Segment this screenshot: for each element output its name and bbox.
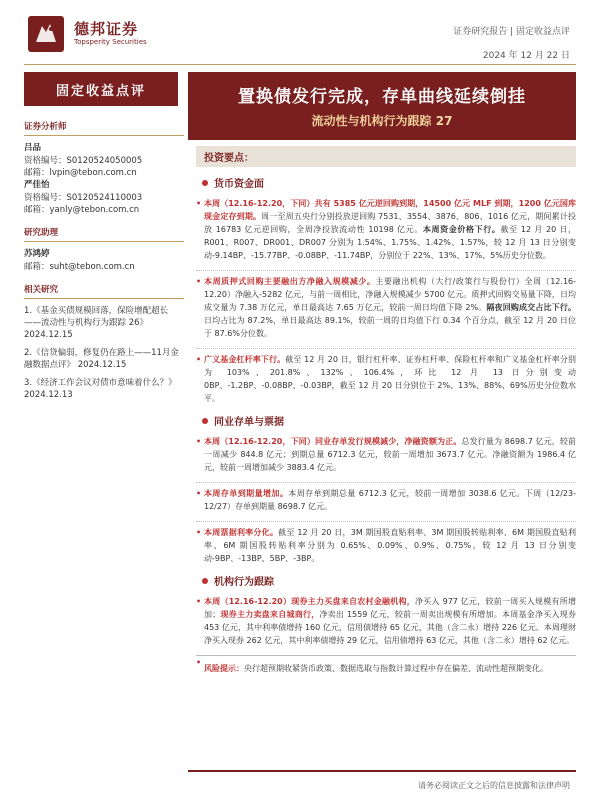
paragraph: • 本周存单到期量增加。本周存单到期总量 6712.3 亿元，较前一周增加 3038.6 亿元。下周（12/23-12/27）存单到期量 8698.7 亿元。 xyxy=(196,489,576,511)
related-heading: 相关研究 xyxy=(24,283,184,299)
analyst-email[interactable]: 邮箱：lvpin@tebon.com.cn xyxy=(24,168,137,178)
key-points-heading: 投资要点： xyxy=(196,146,576,167)
related-report-link[interactable]: 1.《基金买债规模回落，保险增配超长——流动性与机构行为跟踪 26》 2024.12.15 xyxy=(24,306,169,340)
paragraph: • 本周（12.16-12.20）现券主力买盘来自农村金融机构，净买入 977 亿元，较前一周买入规模有所增加；现券主力卖盘来自城商行，净卖出 1559 亿元，较前一周卖出规模有所增加。本周基金净买入现券 453 亿元，其中利率债增持 160 亿元，信用债增持 65 亿元，其他（含二永）增持 226 亿元。本周理财净买入现券 262 亿元，其中利率债增持 29 亿元，信用债增持 63 亿元，其他（含二永）增持 62 亿元。 xyxy=(196,597,576,645)
assistant-email[interactable]: 邮箱：suht@tebon.com.cn xyxy=(24,262,135,272)
section-title: 同业存单与票据 xyxy=(202,413,576,428)
bullet-icon: • xyxy=(196,528,202,537)
disclaimer-footer: 请务必阅读正文之后的信息披露和法律声明 xyxy=(418,781,570,790)
bullet-icon: • xyxy=(196,355,202,364)
paragraph: • 本周票据利率分化。截至 12 月 20 日，3M 期国股直贴利率、3M 期国股转贴利率、6M 期国股直贴利率、6M 期国股转贴利率分别为 0.65%、0.09%、0.9%、0.75%，较 12 月 13 日分别变动-9BP、-13BP、5BP、-3BP。 xyxy=(196,528,577,563)
analysts-heading: 证券分析师 xyxy=(24,120,184,136)
analyst-cert: 资格编号：S0120524050005 xyxy=(24,156,143,166)
footer-divider xyxy=(188,770,576,772)
sidebar xyxy=(24,120,184,407)
paragraph: • 本周（12.16-12.20，下同）共有 5385 亿元逆回购到期，14500 亿元 MLF 到期，1200 亿元国库现金定存到期。周一至周五央行分别投放逆回购 7531、3554、3876、806、1016 亿元，期间累计投放 16783 亿元逆回购，全周净投放流动性 10198 亿元。本周资金价格下行。截至 12 月 20 日，R001、R007、DR001、DR007 分别为 1.54%、1.75%、1.42%、1.57%，较 12 月 13 日分别变动-9.14BP、-15.77BP、-0.08BP、-11.74BP，分别位于 22%、13%、17%、5%历史分位数。 xyxy=(196,199,577,260)
related-report-link[interactable]: 3.《经济工作会议对债市意味着什么？》 2024.12.13 xyxy=(24,378,177,400)
bullet-dot-icon xyxy=(202,578,208,584)
analyst-email[interactable]: 邮箱：yanly@tebon.com.cn xyxy=(24,205,140,215)
bullet-dot-icon xyxy=(202,418,208,424)
bullet-icon: • xyxy=(196,437,202,446)
paragraph: • 本周（12.16-12.20，下同）同业存单发行规模减少，净融资额为正。总发行量为 8698.7 亿元，较前一周减少 844.8 亿元；到期总量 6712.3 亿元，较前一周增加 3673.7 亿元。净融资额为 1986.4 亿元，较前一周增加减少 3883.4 亿元。 xyxy=(196,437,576,472)
header-divider xyxy=(24,64,576,65)
bullet-icon: • xyxy=(196,277,202,286)
bullet-icon: • xyxy=(196,597,202,606)
analyst-entry xyxy=(24,142,184,179)
report-subtitle: 流动性与机构行为跟踪 27 xyxy=(311,114,453,128)
analyst-name: 严佳怡 xyxy=(24,180,50,190)
analyst-name: 吕品 xyxy=(24,143,42,153)
assistant-name: 苏鸿婷 xyxy=(24,249,50,259)
analyst-entry xyxy=(24,179,184,216)
risk-warning: • 风险提示：央行超预期收紧货币政策、数据选取与指数计算过程中存在偏差、流动性超预期变化。 xyxy=(196,655,576,675)
report-category-banner: 固定收益点评 xyxy=(24,72,178,106)
company-logo-icon xyxy=(28,16,64,52)
bullet-dot-icon xyxy=(202,180,208,186)
related-report-link[interactable]: 2.《信贷偏弱，修复仍在路上——11月金融数据点评》 2024.12.15 xyxy=(24,348,179,370)
section-title: 货币资金面 xyxy=(202,175,576,190)
title-box xyxy=(188,72,576,140)
report-title: 置换债发行完成，存单曲线延续倒挂 xyxy=(238,87,526,107)
paragraph: • 本周质押式回购主要融出方净融入规模减少。主要融出机构（大行/政策行与股份行）全周（12.16-12.20）净融入-5282 亿元，与前一周相比，净融入规模减少 5700 亿元。质押式回购交易量下降，日均成交量为 7.38 万亿元，单日最高达 7.65 万亿元，较前一周日均值下降 2%。隔夜回购成交占比下行。日均占比为 87.2%，单日最高达 89.1%，较前一周的日均值下行 0.34 个百分点，截至 12 月 20 日位于 87.6%分位数。 xyxy=(196,277,577,338)
assistant-heading: 研究助理 xyxy=(24,226,184,242)
main-content xyxy=(196,146,576,683)
report-type: 证券研究报告 | 固定收益点评 xyxy=(453,27,570,37)
company-name-en: Topsperity Securities xyxy=(74,38,147,46)
bullet-icon: • xyxy=(196,199,202,208)
page-header xyxy=(0,0,600,70)
bullet-icon: • xyxy=(196,489,202,498)
report-date: 2024 年 12 月 22 日 xyxy=(482,51,570,61)
analyst-cert: 资格编号：S0120524110003 xyxy=(24,193,143,203)
bullet-icon: • xyxy=(196,658,202,667)
paragraph: • 广义基金杠杆率下行。截至 12 月 20 日，银行杠杆率、证券杠杆率、保险杠杆率和广义基金杠杆率分别为 103%、201.8%、132%、106.4%，环比 12 月 13 日分别变动 0BP、-1.2BP、-0.08BP、-0.03BP，截至 12 月 20 日分别位于 2%、13%、88%、69%历史分位数水平。 xyxy=(196,355,577,403)
company-name-cn: 德邦证券 xyxy=(74,20,139,38)
section-title: 机构行为跟踪 xyxy=(202,573,576,588)
